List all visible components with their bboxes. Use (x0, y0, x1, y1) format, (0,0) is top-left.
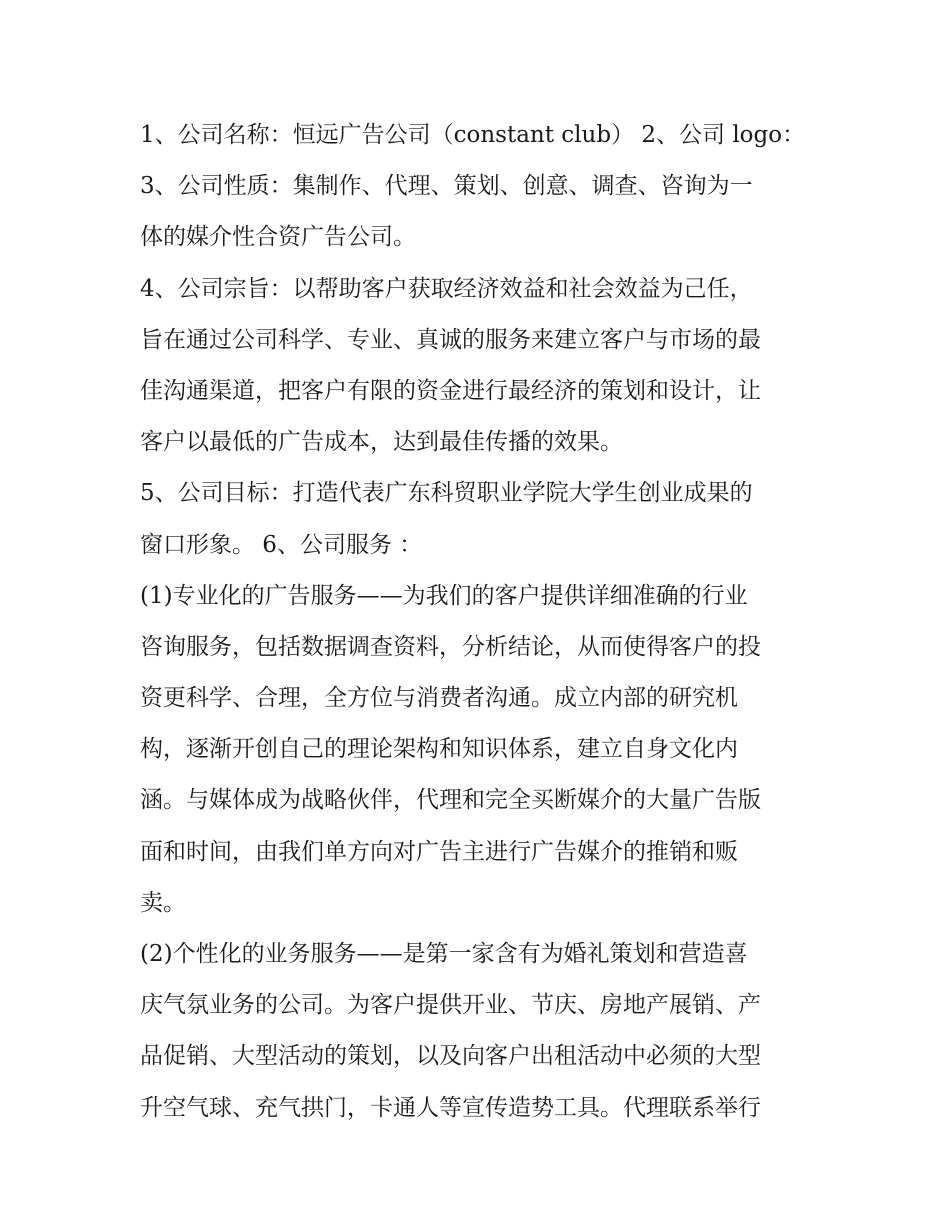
text-line-9: 窗口形象。 6、公司服务 ： (140, 531, 423, 558)
text-line-13: 构，逐渐开创自己的理论架构和知识体系，建立自身文化内 (140, 736, 738, 763)
text-line-20: 升空气球、充气拱门，卡通人等宣传造势工具。代理联系举行 (140, 1094, 761, 1121)
text-line-19: 品促销、大型活动的策划，以及向客户出租活动中必须的大型 (140, 1043, 761, 1070)
text-line-5: 旨在通过公司科学、专业、真诚的服务来建立客户与市场的最 (140, 326, 761, 353)
text-line-3: 体的媒介性合资广告公司。 (140, 224, 416, 251)
text-line-17: (2)个性化的业务服务——是第一家含有为婚礼策划和营造喜 (140, 941, 748, 967)
text-line-12: 资更科学、合理，全方位与消费者沟通。成立内部的研究机 (140, 685, 738, 712)
document-body (140, 110, 820, 1134)
text-line-18: 庆气氛业务的公司。为客户提供开业、节庆、房地产展销、产 (140, 992, 761, 1019)
text-line-6: 佳沟通渠道，把客户有限的资金进行最经济的策划和设计，让 (140, 377, 761, 404)
text-line-1: 1、公司名称：恒远广告公司（constant club） 2、公司 logo： (140, 122, 806, 148)
text-line-2: 3、公司性质：集制作、代理、策划、创意、调查、咨询为一 (140, 173, 753, 200)
text-line-7: 客户以最低的广告成本，达到最佳传播的效果。 (140, 429, 623, 456)
text-line-11: 咨询服务，包括数据调查资料，分析结论，从而使得客户的投 (140, 633, 761, 660)
text-line-4: 4、公司宗旨：以帮助客户获取经济效益和社会效益为己任， (140, 275, 753, 302)
text-line-15: 面和时间，由我们单方向对广告主进行广告媒介的推销和贩 (140, 838, 738, 865)
text-line-8: 5、公司目标：打造代表广东科贸职业学院大学生创业成果的 (140, 480, 753, 507)
text-line-14: 涵。与媒体成为战略伙伴，代理和完全买断媒介的大量广告版 (140, 787, 761, 814)
text-line-10: (1)专业化的广告服务——为我们的客户提供详细准确的行业 (140, 582, 748, 609)
text-line-16: 卖。 (140, 889, 186, 916)
